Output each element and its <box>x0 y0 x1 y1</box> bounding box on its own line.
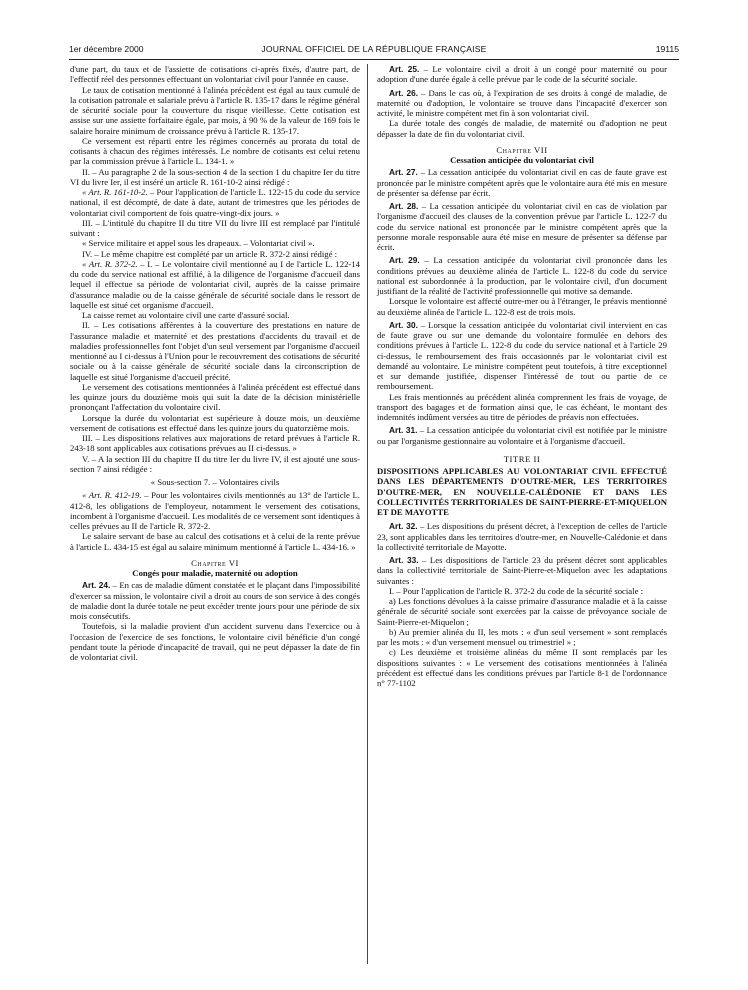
article-number: Art. 30. <box>389 319 418 330</box>
article: Art. 29. – La cessation anticipée du volontariat civil prononcée dans les conditions prévues au deuxième alinéa de l'article L. 122-8 du code du service national est subordonnée à la production, par le volontaire civil, d'un document justifiant de la réalité de l'activité professionnelle qui motive sa demande. <box>377 255 667 296</box>
article-number: Art. 31. <box>389 425 418 436</box>
article-number: Art. 32. <box>389 521 418 532</box>
column-divider <box>367 64 368 964</box>
article: Art. 28. – La cessation anticipée du volontariat civil en cas de violation par l'organisme d'accueil des clauses de la convention prévue par l'article L. 122-7 du code du service national est prononcée par le ministre compétent après que la personne morale responsable aura été mise en mesure de présenter sa défense par écrit. <box>377 201 667 252</box>
article: Art. 27. – La cessation anticipée du volontariat civil en cas de faute grave est prononcée par le ministre compétent après que le volontaire aura été mis en mesure de présenter sa défense par écrit. <box>377 167 667 198</box>
paragraph: Le taux de cotisation mentionné à l'alinéa précédent est égal au taux cumulé de la cotisation patronale et salariale prévu à l'article R. 135-17 dans le régime général de sécurité sociale pour la couverture du risque vieillesse. Cette cotisation est assise sur une assiette forfaitaire égale, par mois, à 90 % de la valeur de 169 fois le salaire horaire minimum de croissance prévu à l'article R. 135-17. <box>70 84 360 136</box>
header-journal-title: JOURNAL OFFICIEL DE LA RÉPUBLIQUE FRANÇAISE <box>261 44 487 54</box>
paragraph: a) Les fonctions dévolues à la caisse primaire d'assurance maladie et à la caisse générale de sécurité sociale sont exercées par la caisse de prévoyance sociale de Saint-Pierre-et-Miquelon ; <box>377 596 667 627</box>
paragraph: « Art. R. 372-2. – I. – Le volontaire civil mentionné au I de l'article L. 122-14 du code du service national est affilié, à la diligence de l'organisme d'accueil dans lequel il effectue sa période de volontariat civil, auprès de la caisse primaire d'assurance maladie ou de la caisse générale de sécurité sociale dans le ressort de laquelle est situé cet organisme d'accueil. <box>70 258 360 310</box>
paragraph: d'une part, du taux et de l'assiette de cotisations ci-après fixés, d'autre part, de l'effectif réel des personnes effectuant un volontariat civil pour l'année en cause. <box>70 64 360 85</box>
chapter-title: Cessation anticipée du volontariat civil <box>450 155 594 165</box>
article: Art. 31. – La cessation anticipée du volontariat civil est notifiée par le ministre ou par l'organisme gestionnaire au volontaire et à l'organisme d'accueil. <box>377 425 667 446</box>
paragraph: Lorsque le volontaire est affecté outre-mer ou à l'étranger, le préavis mentionné au deuxième alinéa de l'article L. 122-8 est de trois mois. <box>377 296 667 317</box>
article-number: Art. 24. <box>82 580 111 591</box>
article-number: Art. 25. <box>389 64 420 74</box>
paragraph: II. – Les cotisations afférentes à la couverture des prestations en nature de l'assurance maladie et maternité et des prestations d'accidents du travail et de maladies professionnelles font l'objet d'un seul versement par l'organisme d'accueil mentionné au I ci-dessus à l'Union pour le recouvrement des cotisations de sécurité sociale ou à la caisse générale de sécurité sociale dans la circonscription de laquelle est situé l'organisme d'accueil précité. <box>70 320 360 382</box>
paragraph: « Service militaire et appel sous les drapeaux. – Volontariat civil ». <box>82 238 315 249</box>
paragraph: La durée totale des congés de maladie, de maternité ou d'adoption ne peut dépasser la date de fin du volontariat civil. <box>377 118 667 139</box>
right-column <box>377 64 667 688</box>
paragraph: b) Au premier alinéa du II, les mots : « d'un seul versement » sont remplacés par les mots : « d'un versement mensuel ou trimestriel » ; <box>377 626 667 647</box>
paragraph: Ce versement est réparti entre les régimes concernés au prorata du total de cotisants à chacun des régimes intéressés. Le nombre de cotisants est celui retenu par la commission prévue à l'article L. 134-1. » <box>70 135 360 167</box>
article-ref: « Art. R. 161-10-2. <box>82 187 148 197</box>
article: Art. 32. – Les dispositions du présent décret, à l'exception de celles de l'article 23, sont applicables dans les territoires d'outre-mer, en Nouvelle-Calédonie et dans la collectivité territoriale de Mayotte. <box>377 521 667 552</box>
paragraph: c) Les deuxième et troisième alinéas du même II sont remplacés par les dispositions suivantes : « Le versement des cotisations mentionnées à l'alinéa précédent est effectué dans les conditions prévues par l'article 8-1 de l'ordonnance n° 77-1102 <box>377 647 667 688</box>
article-number: Art. 26. <box>389 87 419 98</box>
article-number: Art. 28. <box>389 201 419 211</box>
paragraph: II. – Au paragraphe 2 de la sous-section 4 de la section 1 du chapitre Ier du titre VI du livre Ier, il est inséré un article R. 161-10-2 ainsi rédigé : <box>70 166 360 187</box>
article-ref: « Art. R. 372-2. <box>82 258 138 269</box>
title-heading: TITRE II <box>503 453 541 464</box>
paragraph: « Art. R. 161-10-2. – Pour l'application de l'article L. 122-15 du code du service national, il est décompté, de date à date, autant de trimestres que les périodes de volontariat civil comportent de fois quatre-vingt-dix jours. » <box>70 187 360 218</box>
article: Art. 24. – En cas de maladie dûment constatée et le plaçant dans l'impossibilité d'exercer sa mission, le volontaire civil a droit au cours de son service à des congés de maladie dont la durée totale ne peut excéder trente jours pour une période de six mois consécutifs. <box>70 580 360 621</box>
chapter-heading: Chapitre VII <box>496 144 548 155</box>
article: Art. 30. – Lorsque la cessation anticipée du volontariat civil intervient en cas de faute grave ou sur une demande du volontaire formulée en dehors des conditions prévues à l'article L. 122-8 du code du service national et à l'article 29 ci-dessus, le remboursement des frais occasionnés par le volontariat civil est demandé au volontaire. Le ministre compétent peut toutefois, à titre exceptionnel et sur demande justifiée, dispenser l'intéressé de tout ou partie de ce remboursement. <box>377 319 667 392</box>
paragraph: Le versement des cotisations mentionnées à l'alinéa précédent est effectué dans les quinze jours du douzième mois qui suit la date de la décision ministérielle prononçant l'affectation du volontaire civil. <box>70 381 360 413</box>
paragraph: Le salaire servant de base au calcul des cotisations et à celui de la rente prévue à l'article L. 434-15 est égal au salaire minimum mentionné à l'article L. 434-16. » <box>70 531 360 552</box>
paragraph: « Art. R. 412-19. – Pour les volontaires civils mentionnés au 13° de l'article L. 412-8, les obligations de l'employeur, notamment le versement des cotisations, incombent à l'organisme d'accueil. Les modalités de ce versement sont identiques à celles prévues au II de l'article R. 372-2. <box>70 490 360 531</box>
article: Art. 33. – Les dispositions de l'article 23 du présent décret sont applicables dans la collectivité territoriale de Saint-Pierre-et-Miquelon avec les adaptations suivantes : <box>377 555 667 586</box>
header-rule <box>69 59 679 60</box>
paragraph: V. – A la section III du chapitre II du titre Ier du livre IV, il est ajouté une sous-section 7 ainsi rédigée : <box>70 453 360 474</box>
paragraph: I. – Pour l'application de l'article R. 372-2 du code de la sécurité sociale : <box>389 585 644 596</box>
article-ref: « Art. R. 412-19. <box>82 490 142 501</box>
chapter-heading: Chapitre VI <box>191 557 239 568</box>
title-description: DISPOSITIONS APPLICABLES AU VOLONTARIAT CIVIL EFFECTUÉ DANS LES DÉPARTEMENTS D'OUTRE-MER, LES TERRITOIRES D'OUTRE-MER, EN NOUVELLE-CALÉDONIE ET DANS LES COLLECTIVITÉS TERRITORIALES DE SAINT-PIERRE-ET-MIQUELON ET DE MAYOTTE <box>377 466 667 517</box>
paragraph: La caisse remet au volontaire civil une carte d'assuré social. <box>82 310 290 320</box>
header-date: 1er décembre 2000 <box>69 44 144 54</box>
subsection-title: « Sous-section 7. – Volontaires civils <box>150 477 280 487</box>
paragraph: IV. – Le même chapitre est complété par un article R. 372-2 ainsi rédigé : <box>82 248 338 259</box>
paragraph: Lorsque la durée du volontariat est supérieure à douze mois, un deuxième versement de cotisations est effectué dans les quinze jours du quatorzième mois. <box>70 412 360 433</box>
paragraph: III. – L'intitulé du chapitre II du titre VII du livre III est remplacé par l'intitulé suivant : <box>70 217 360 238</box>
paragraph: Les frais mentionnés au précédent alinéa comprennent les frais de voyage, de transport des bagages et de formation ainsi que, le cas échéant, le montant des indemnités indûment versées au titre de périodes de préavis non effectuées. <box>377 391 667 422</box>
article: Art. 26. – Dans le cas où, à l'expiration de ses droits à congé de maladie, de maternité ou d'adoption, le volontaire se trouve dans l'incapacité d'exercer son activité, le ministre compétent met fin à son volontariat civil. <box>377 87 667 118</box>
article-number: Art. 29. <box>389 255 420 266</box>
paragraph: Toutefois, si la maladie provient d'un accident survenu dans l'exercice ou à l'occasion de l'exercice de ses fonctions, le volontaire civil bénéficie d'un congé pendant toute la période d'incapacité de travail, qui ne peut dépasser la date de fin de volontariat civil. <box>70 621 360 662</box>
page-header <box>69 44 679 58</box>
paragraph: III. – Les dispositions relatives aux majorations de retard prévues à l'article R. 243-18 sont applicables aux cotisations prévues au II ci-dessus. » <box>70 433 360 454</box>
article-number: Art. 27. <box>389 167 418 178</box>
chapter-title: Congés pour maladie, maternité ou adoption <box>132 568 298 578</box>
article-number: Art. 33. <box>389 555 419 565</box>
article: Art. 25. – Le volontaire civil a droit à un congé pour maternité ou pour adoption d'une durée égale à celle prévue par le code de la sécurité sociale. <box>377 64 667 85</box>
left-column <box>70 64 360 662</box>
header-page-number: 19115 <box>655 44 679 54</box>
